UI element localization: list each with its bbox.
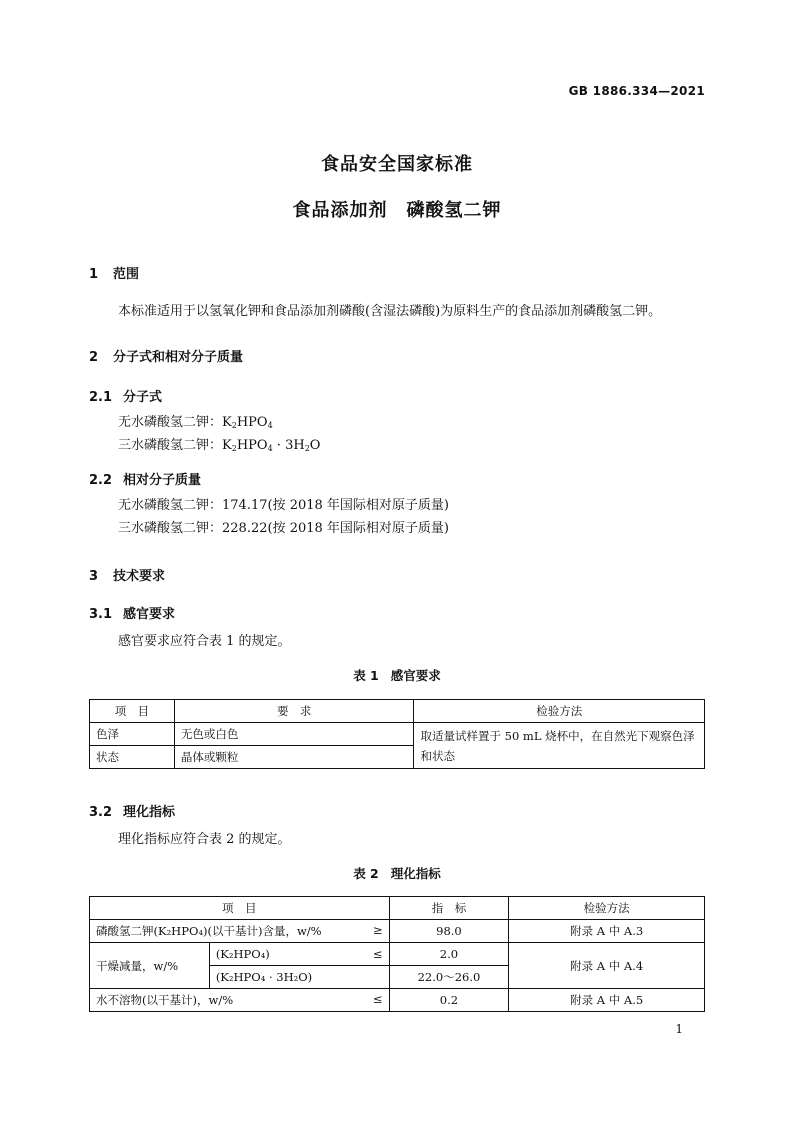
mass-anhydrous: 无水磷酸氢二钾：174.17(按 2018 年国际相对原子质量) xyxy=(118,498,449,513)
cell-item: 干燥减量，w/% xyxy=(90,943,210,989)
section-title: 分子式和相对分子质量 xyxy=(113,350,244,365)
formula: $K_2HPO_4$ xyxy=(222,415,273,430)
formula-trihydrate xyxy=(118,438,320,457)
section-3-2-heading xyxy=(89,801,175,820)
cell-item: 状态 xyxy=(90,746,175,769)
section-number: 2.2 xyxy=(89,473,113,488)
section-title: 相对分子质量 xyxy=(123,473,202,488)
section-number: 1 xyxy=(89,267,99,282)
cell-item: 磷酸氢二钾(K₂HPO₄)(以干基计)含量，w/% ≥ xyxy=(90,920,390,943)
scope-text: 本标准适用于以氢氧化钾和食品添加剂磷酸(含湿法磷酸)为原料生产的食品添加剂磷酸氢二钾。 xyxy=(118,304,662,319)
formula-label: 三水磷酸氢二钾： xyxy=(118,438,223,453)
header-item: 项 目 xyxy=(90,700,175,723)
cell-subitem: (K₂HPO₄) ≤ xyxy=(209,943,389,966)
mass-trihydrate: 三水磷酸氢二钾：228.22(按 2018 年国际相对原子质量) xyxy=(118,521,449,536)
formula: $K_2HPO_4 \cdot 3H_2O$ xyxy=(222,438,321,453)
section-title: 感官要求 xyxy=(123,607,176,622)
physchem-table xyxy=(89,896,705,1012)
cell-value: 0.2 xyxy=(389,989,509,1012)
cell-method: 附录 A 中 A.4 xyxy=(509,943,705,989)
section-number: 2.1 xyxy=(89,390,113,405)
section-title: 理化指标 xyxy=(123,805,176,820)
section-number: 2 xyxy=(89,350,99,365)
table-row xyxy=(90,943,705,966)
section-title: 范围 xyxy=(113,267,140,282)
cell-method: 取适量试样置于 50 mL 烧杯中，在自然光下观察色泽和状态 xyxy=(414,723,705,769)
table-row xyxy=(90,920,705,943)
section-title: 分子式 xyxy=(123,390,163,405)
table-header-row xyxy=(90,700,705,723)
relation-symbol: ≤ xyxy=(372,947,383,961)
cell-item: 水不溶物(以干基计)，w/% ≤ xyxy=(90,989,390,1012)
formula-label: 无水磷酸氢二钾： xyxy=(118,415,223,430)
caption-number: 表 2 xyxy=(353,866,379,881)
relation-symbol: ≤ xyxy=(372,992,383,1006)
caption-title: 感官要求 xyxy=(390,668,441,683)
table-header-row xyxy=(90,897,705,920)
cell-requirement: 无色或白色 xyxy=(174,723,414,746)
page-number: 1 xyxy=(675,1022,683,1036)
physchem-text: 理化指标应符合表 2 的规定。 xyxy=(118,832,291,847)
table-row xyxy=(90,723,705,746)
section-number: 3.2 xyxy=(89,805,113,820)
caption-number: 表 1 xyxy=(353,668,379,683)
main-title: 食品安全国家标准 xyxy=(321,154,473,175)
section-number: 3 xyxy=(89,569,99,584)
cell-subitem: (K₂HPO₄ · 3H₂O) xyxy=(209,966,389,989)
section-3-heading xyxy=(89,565,165,584)
cell-value: 98.0 xyxy=(389,920,509,943)
section-title: 技术要求 xyxy=(113,569,166,584)
section-2-heading xyxy=(89,346,243,365)
table-2-caption xyxy=(0,864,794,882)
formula-anhydrous xyxy=(118,415,273,434)
sensory-text: 感官要求应符合表 1 的规定。 xyxy=(118,634,291,649)
cell-method: 附录 A 中 A.3 xyxy=(509,920,705,943)
section-2-2-heading xyxy=(89,469,201,488)
header-method: 检验方法 xyxy=(414,700,705,723)
cell-value: 22.0～26.0 xyxy=(389,966,509,989)
section-2-1-heading xyxy=(89,386,162,405)
section-3-1-heading xyxy=(89,603,175,622)
cell-item: 色泽 xyxy=(90,723,175,746)
standard-code: GB 1886.334—2021 xyxy=(568,84,705,98)
section-number: 3.1 xyxy=(89,607,113,622)
caption-title: 理化指标 xyxy=(390,866,441,881)
relation-symbol: ≥ xyxy=(372,923,383,937)
table-1-caption xyxy=(0,666,794,684)
sub-title: 食品添加剂 磷酸氢二钾 xyxy=(292,200,502,221)
cell-value: 2.0 xyxy=(389,943,509,966)
cell-requirement: 晶体或颗粒 xyxy=(174,746,414,769)
section-1-heading xyxy=(89,263,139,282)
header-method: 检验方法 xyxy=(509,897,705,920)
header-index: 指 标 xyxy=(389,897,509,920)
header-requirement: 要 求 xyxy=(174,700,414,723)
cell-method: 附录 A 中 A.5 xyxy=(509,989,705,1012)
header-item: 项 目 xyxy=(90,897,390,920)
table-row xyxy=(90,989,705,1012)
sensory-table xyxy=(89,699,705,769)
